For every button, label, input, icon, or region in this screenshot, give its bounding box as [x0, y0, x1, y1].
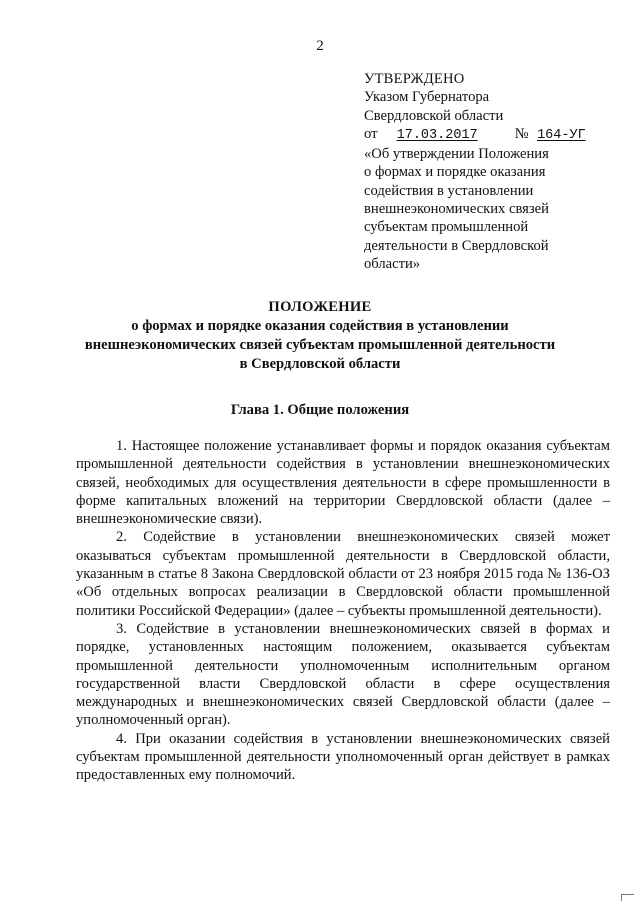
paragraph-2: 2. Содействие в установлении внешнеэкономических связей может оказываться субъектам промышленной деятельности в Свердловской области, указанным в статье 8 Закона Свердловской области от 23 ноября 2015 года № 136-ОЗ «Об отдельных вопросах реализации в Свердловской области промышленной политики Российской Федерации» (далее – субъекты промышленной деятельности). [76, 529, 610, 619]
approval-title-line: «Об утверждении Положения [364, 146, 549, 163]
approval-title-line: области» [364, 255, 421, 272]
document-title [40, 298, 600, 374]
document-title-subline: внешнеэкономических связей субъектам промышленной деятельности [84, 337, 556, 353]
approval-line-2: Свердловской области [364, 107, 504, 124]
paragraph-4: 4. При оказании содействия в установлении внешнеэкономических связей субъектам промышленной деятельности уполномоченный орган действует в рамках предоставленных ему полномочий. [76, 730, 610, 784]
chapter-title: Глава 1. Общие положения [230, 402, 410, 418]
approval-date-number-line [364, 125, 624, 145]
approval-title-line: деятельности в Свердловской [364, 237, 549, 254]
approval-title-line: содействия в установлении [364, 182, 534, 199]
from-label: от [364, 125, 378, 142]
document-title-subline: в Свердловской области [239, 356, 401, 372]
approval-title-line: внешнеэкономических связей [364, 201, 549, 218]
approval-number: 164-УГ [537, 127, 586, 143]
page-number: 2 [316, 38, 324, 54]
number-label: № [514, 125, 529, 142]
document-body [76, 437, 610, 785]
approval-heading: УТВЕРЖДЕНО [364, 71, 465, 87]
approval-date: 17.03.2017 [396, 127, 478, 143]
paragraph-3: 3. Содействие в установлении внешнеэкономических связей в формах и порядке, установленных настоящим положением, оказывается субъектам промышленной деятельности уполномоченным исполнительным органом государственной власти Свердловской области в сфере осуществления международных и внешнеэкономических связей Свердловской области (далее – уполномоченный орган). [76, 620, 610, 729]
approval-stamp [364, 70, 624, 273]
approval-line-1: Указом Губернатора [364, 89, 490, 106]
document-title-subline: о формах и порядке оказания содействия в установлении [131, 318, 509, 334]
approval-title-line: субъектам промышленной [364, 219, 529, 236]
approval-title-line: о формах и порядке оказания [364, 164, 546, 181]
paragraph-1: 1. Настоящее положение устанавливает формы и порядок оказания субъектам промышленной деятельности содействия в установлении внешнеэкономических связей, необходимых для осуществления деятельности в сфере промышленности в форме капитальных вложений на территории Свердловской области (далее – внешнеэкономические связи). [76, 438, 610, 528]
document-title-main: ПОЛОЖЕНИЕ [268, 299, 372, 315]
scan-corner-mark [621, 894, 634, 901]
